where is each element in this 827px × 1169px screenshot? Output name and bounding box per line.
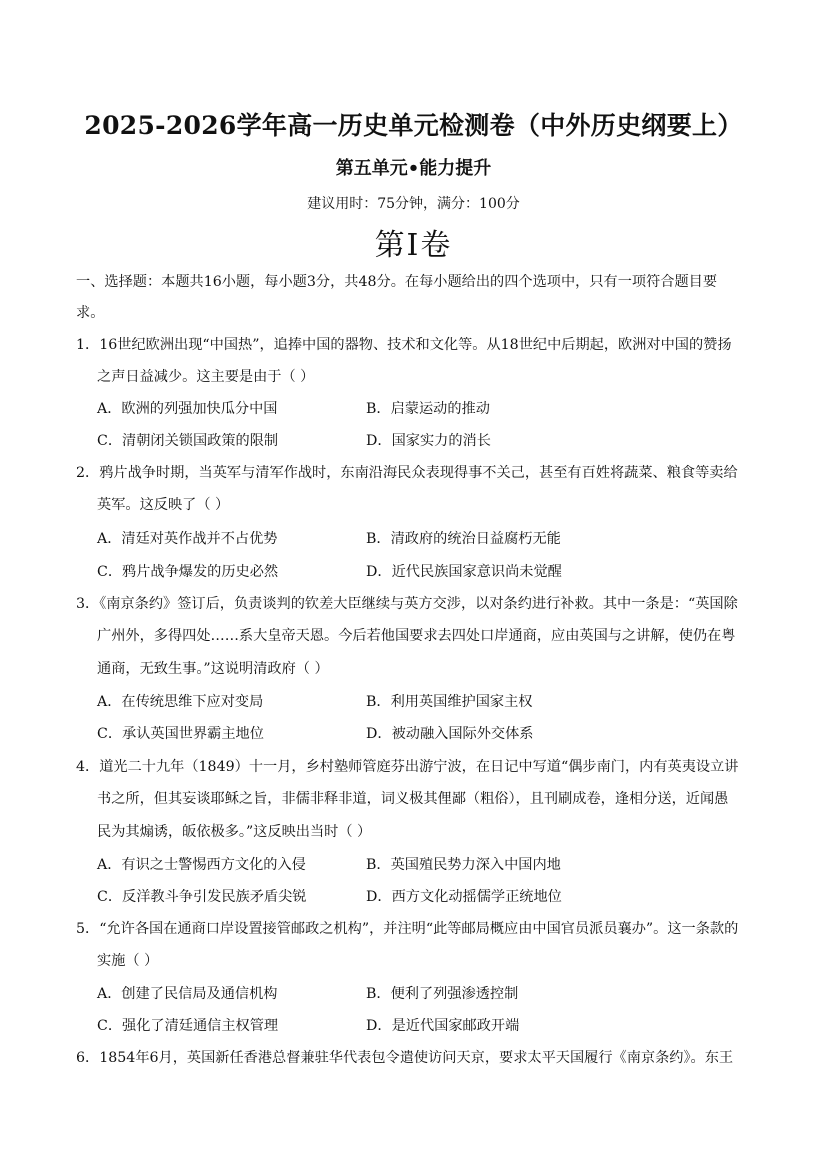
option-b[interactable]: B．启蒙运动的推动 [366, 401, 490, 417]
option-b[interactable]: B．英国殖民势力深入中国内地 [366, 857, 561, 873]
question-text: 英军。这反映了（ ） [97, 497, 230, 513]
question-text: 4．道光二十九年（1849）十一月，乡村塾师管庭芬出游宁波，在日记中写道“偶步南门，内有英夷设立讲 [76, 759, 739, 775]
option-a[interactable]: A．在传统思维下应对变局 [97, 694, 264, 710]
option-b[interactable]: B．清政府的统治日益腐朽无能 [366, 531, 561, 547]
question-text: 书之所，但其妄谈耶稣之旨，非儒非释非道，词义极其俚鄙（粗俗），且刊刷成卷，逢相分送，近闻愚 [97, 791, 729, 807]
option-c[interactable]: C．承认英国世界霸主地位 [97, 726, 264, 742]
question-text: 1．16世纪欧洲出现“中国热”，追捧中国的器物、技术和文化等。从18世纪中后期起，欧洲对中国的赞扬 [76, 337, 732, 353]
option-a[interactable]: A．清廷对英作战并不占优势 [97, 531, 278, 547]
question-text: 通商，无致生事。”这说明清政府（ ） [97, 661, 329, 677]
section-instructions: 一、选择题：本题共16小题，每小题3分，共48分。在每小题给出的四个选项中，只有一项符合题目要 [76, 274, 718, 290]
time-and-score: 建议用时：75分钟，满分：100分 [307, 196, 520, 212]
option-b[interactable]: B．利用英国维护国家主权 [366, 694, 533, 710]
question-text: 5．“允许各国在通商口岸设置接管邮政之机构”，并注明“此等邮局概应由中国官员派员襄办”。这一条款的 [76, 921, 739, 937]
section-instructions-cont: 求。 [76, 305, 105, 321]
question-text: 3．《南京条约》签订后，负责谈判的钦差大臣继续与英方交涉，以对条约进行补救。其中一条是：“英国除 [76, 596, 738, 612]
option-d[interactable]: D．是近代国家邮政开端 [366, 1018, 520, 1034]
option-c[interactable]: C．鸦片战争爆发的历史必然 [97, 564, 279, 580]
question-text: 之声日益减少。这主要是由于（ ） [97, 369, 315, 385]
question-text: 民为其煽诱，皈依极多。”这反映出当时（ ） [97, 824, 372, 840]
volume-heading: 第Ⅰ卷 [374, 228, 453, 263]
option-a[interactable]: A．创建了民信局及通信机构 [97, 986, 278, 1002]
option-d[interactable]: D．被动融入国际外交体系 [366, 726, 534, 742]
exam-title: 2025-2026学年高一历史单元检测卷（中外历史纲要上） [84, 111, 743, 140]
option-d[interactable]: D．西方文化动摇儒学正统地位 [366, 889, 562, 905]
option-c[interactable]: C．清朝闭关锁国政策的限制 [97, 433, 279, 449]
question-text: 6．1854年6月，英国新任香港总督兼驻华代表包令遣使访问天京，要求太平天国履行《南京条约》。东王 [76, 1050, 734, 1066]
question-text: 广州外，多得四处……系大皇帝天恩。今后若他国要求去四处口岸通商，应由英国与之讲解，使仍在粤 [97, 628, 736, 644]
unit-subtitle: 第五单元•能力提升 [335, 158, 492, 179]
option-c[interactable]: C．强化了清廷通信主权管理 [97, 1018, 279, 1034]
question-text: 实施（ ） [97, 953, 159, 969]
option-d[interactable]: D．国家实力的消长 [366, 433, 491, 449]
question-text: 2．鸦片战争时期，当英军与清军作战时，东南沿海民众表现得事不关己，甚至有百姓将蔬菜、粮食等卖给 [76, 465, 738, 481]
option-b[interactable]: B．便利了列强渗透控制 [366, 986, 519, 1002]
option-a[interactable]: A．有识之士警惕西方文化的入侵 [97, 857, 306, 873]
option-a[interactable]: A．欧洲的列强加快瓜分中国 [97, 401, 278, 417]
option-c[interactable]: C．反洋教斗争引发民族矛盾尖锐 [97, 889, 307, 905]
option-d[interactable]: D．近代民族国家意识尚未觉醒 [366, 564, 562, 580]
